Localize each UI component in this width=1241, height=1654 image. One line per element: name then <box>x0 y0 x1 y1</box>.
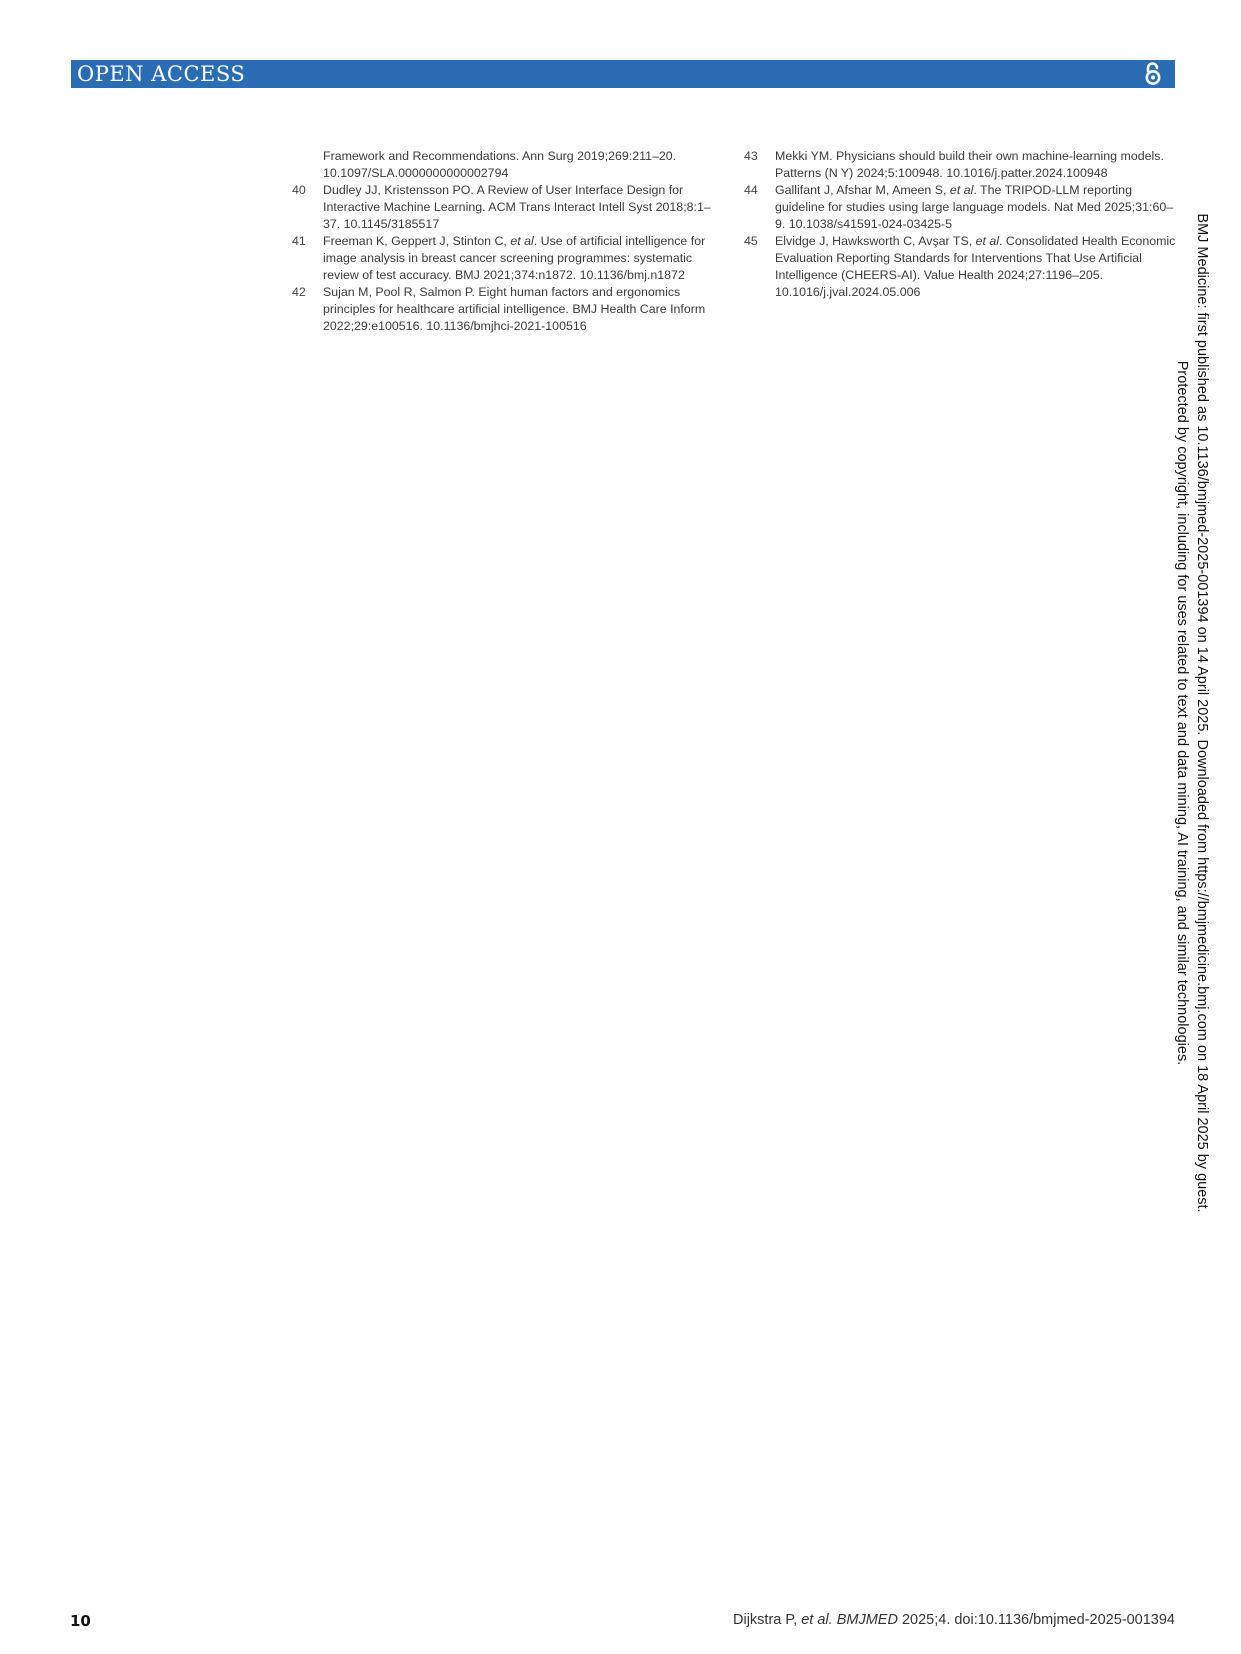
reference-number: 43 <box>744 149 758 163</box>
reference-number: 41 <box>292 234 306 248</box>
reference-item <box>292 148 722 182</box>
reference-text: Gallifant J, Afshar M, Ameen S, et al. The TRIPOD-LLM reporting guideline for studies using large language models. Nat Med 2025;31:60–9. 10.1038/s41591-024-03425-5 <box>775 183 1174 231</box>
reference-text: Elvidge J, Hawksworth C, Avşar TS, et al. Consolidated Health Economic Evaluation Reporting Standards for Interventions That Use Artificial Intelligence (CHEERS-AI). Value Health 2024;27:1196–205. 10.1016/j.jval.2024.05.006 <box>775 234 1176 299</box>
reference-item <box>292 182 722 233</box>
reference-number: 40 <box>292 183 306 197</box>
reference-list-right <box>744 148 1176 301</box>
open-access-banner <box>71 60 1175 88</box>
reference-number: 42 <box>292 285 306 299</box>
footer-citation: Dijkstra P, et al. BMJMED 2025;4. doi:10.1136/bmjmed-2025-001394 <box>733 1612 1175 1628</box>
reference-number: 44 <box>744 183 758 197</box>
reference-text: Framework and Recommendations. Ann Surg 2019;269:211–20. 10.1097/SLA.0000000000002794 <box>323 149 677 180</box>
journal-name: BMJMED <box>836 1612 898 1628</box>
reference-item <box>292 284 722 335</box>
reference-text: Dudley JJ, Kristensson PO. A Review of User Interface Design for Interactive Machine Learning. ACM Trans Interact Intell Syst 2018;8:1–37. 10.1145/3185517 <box>323 183 711 231</box>
download-notice-line-2: Protected by copyright, including for uses related to text and data mining, AI training, and similar technologies. <box>1174 360 1190 1066</box>
reference-text: Mekki YM. Physicians should build their own machine-learning models. Patterns (N Y) 2024;5:100948. 10.1016/j.patter.2024.100948 <box>775 149 1164 180</box>
reference-text: Sujan M, Pool R, Salmon P. Eight human factors and ergonomics principles for healthcare artificial intelligence. BMJ Health Care Inform 2022;29:e100516. 10.1136/bmjhci-2021-100516 <box>323 285 706 333</box>
page-number: 10 <box>70 1612 91 1630</box>
reference-list-left <box>292 148 722 335</box>
reference-item <box>744 182 1176 233</box>
download-notice-line-1: BMJ Medicine: first published as 10.1136/bmjmed-2025-001394 on 14 April 2025. Downloaded from https://bmjmedicine.bmj.com on 18 April 2025 by guest. <box>1194 213 1210 1213</box>
download-notice <box>1172 148 1212 1278</box>
open-access-label: OPEN ACCESS <box>77 62 246 86</box>
reference-item <box>292 233 722 284</box>
reference-item <box>744 233 1176 301</box>
reference-item <box>744 148 1176 182</box>
reference-number: 45 <box>744 234 758 248</box>
reference-text: Freeman K, Geppert J, Stinton C, et al. Use of artificial intelligence for image analysis in breast cancer screening programmes: systematic review of test accuracy. BMJ 2021;374:n1872. 10.1136/bmj.n1872 <box>323 234 706 282</box>
open-access-icon <box>1143 62 1163 86</box>
